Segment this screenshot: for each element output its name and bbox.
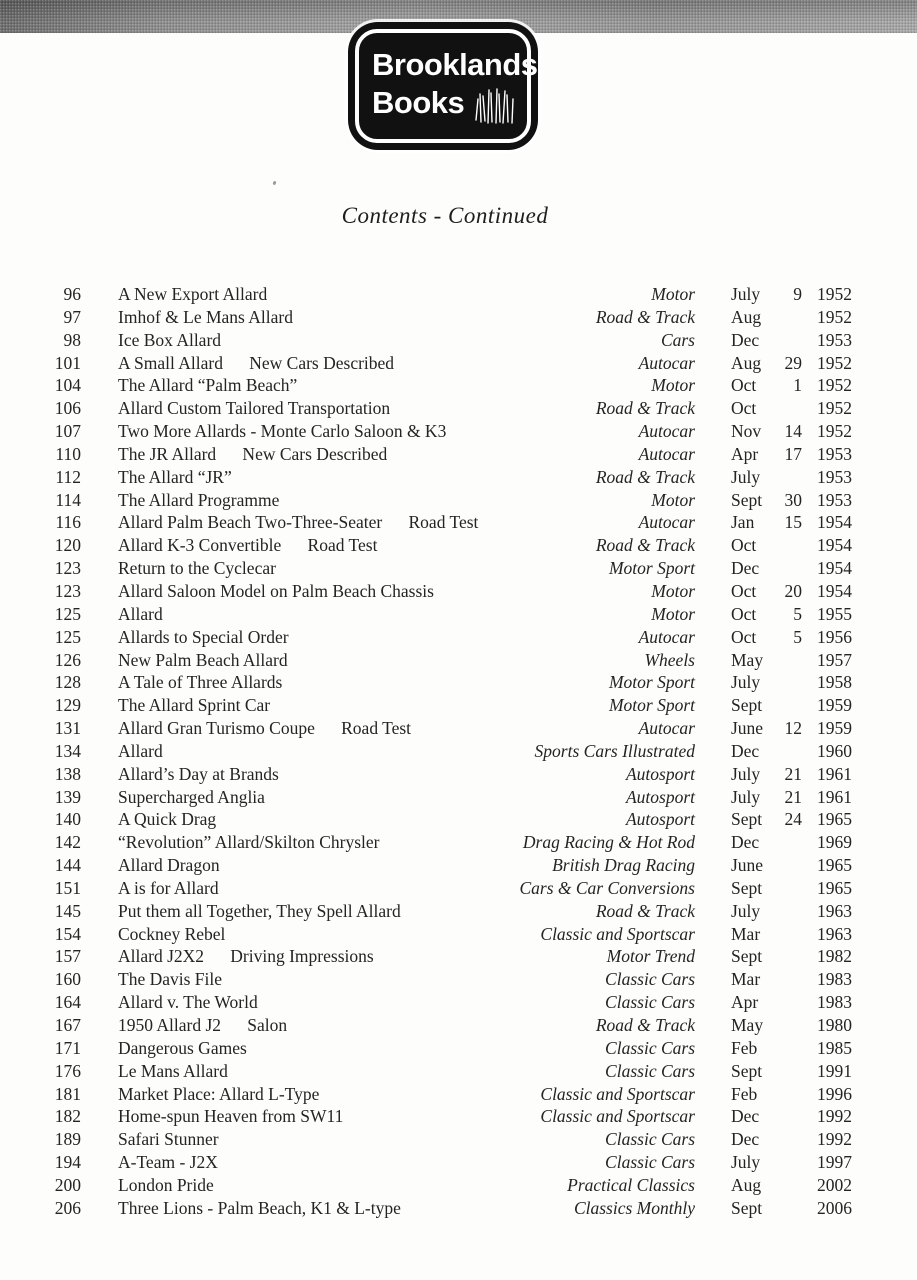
page-number: 138 — [54, 763, 81, 784]
source-magazine: Motor — [651, 284, 695, 304]
issue-day — [777, 329, 802, 352]
issue-day — [777, 671, 802, 694]
issue-year: 1963 — [817, 900, 852, 921]
issue-day: 21 — [784, 786, 802, 807]
books-stack-icon — [473, 86, 517, 126]
article-title: Allard Custom Tailored Transportation — [118, 398, 391, 419]
page-number: 154 — [54, 923, 81, 944]
issue-year: 1959 — [817, 695, 852, 716]
article-title: Dangerous Games — [118, 1037, 247, 1058]
issue-month: June — [731, 855, 764, 876]
issue-year: 1961 — [817, 763, 852, 784]
source-magazine: Motor — [651, 489, 695, 510]
issue-day: 17 — [784, 443, 802, 464]
page-number: 125 — [54, 626, 81, 647]
article-title: The Allard “Palm Beach” — [118, 375, 298, 396]
issue-month: Oct — [731, 398, 757, 419]
issue-day — [777, 694, 802, 717]
source-magazine: Autocar — [638, 443, 695, 464]
table-row — [52, 489, 852, 512]
article-title: Ice Box Allard — [118, 329, 222, 350]
article-title: Safari Stunner — [118, 1129, 219, 1150]
page-number: 125 — [54, 603, 81, 624]
source-magazine: Classic Cars — [605, 1129, 695, 1150]
issue-month: July — [731, 284, 761, 304]
article-title: Imhof & Le Mans Allard — [118, 306, 293, 327]
page-number: 107 — [54, 421, 81, 442]
page-number: 142 — [54, 832, 81, 853]
article-title: Allards to Special Order — [118, 626, 289, 647]
source-magazine: Autocar — [638, 421, 695, 442]
issue-day — [777, 306, 802, 329]
issue-day — [777, 1151, 802, 1174]
issue-month: Dec — [731, 1106, 760, 1127]
article-title: Allard Saloon Model on Palm Beach Chassis — [118, 580, 434, 601]
issue-month: Feb — [731, 1037, 758, 1058]
source-magazine: Road & Track — [595, 466, 695, 487]
issue-year: 1952 — [817, 284, 852, 304]
source-magazine: Autosport — [625, 786, 695, 807]
article-title: Return to the Cyclecar — [118, 558, 276, 579]
article-title: A Small Allard New Cars Described — [118, 352, 395, 373]
source-magazine: Motor Trend — [606, 946, 695, 967]
page-number: 134 — [54, 740, 81, 761]
issue-day — [777, 1128, 802, 1151]
table-row — [52, 1083, 852, 1106]
source-magazine: Cars & Car Conversions — [519, 877, 695, 898]
source-magazine: Motor — [651, 603, 695, 624]
table-row — [52, 831, 852, 854]
source-magazine: Classic and Sportscar — [540, 1083, 695, 1104]
table-row — [52, 991, 852, 1014]
table-row — [52, 763, 852, 786]
issue-day — [777, 1174, 802, 1197]
source-magazine: Road & Track — [595, 1015, 695, 1035]
issue-month: Nov — [731, 421, 762, 442]
article-title: Cockney Rebel — [118, 923, 226, 944]
issue-day — [777, 877, 802, 900]
page-number: 140 — [54, 809, 81, 830]
issue-day: 5 — [793, 603, 802, 624]
table-row — [52, 1014, 852, 1037]
page-title: Contents - Continued — [341, 203, 549, 228]
issue-month: July — [731, 786, 761, 807]
table-row — [52, 603, 852, 626]
table-row — [52, 923, 852, 946]
issue-year: 1953 — [817, 489, 852, 510]
issue-year: 1997 — [817, 1152, 852, 1173]
issue-month: Dec — [731, 329, 760, 350]
issue-day — [777, 1197, 802, 1220]
issue-day — [777, 1014, 802, 1037]
issue-month: July — [731, 763, 761, 784]
issue-year: 1969 — [817, 832, 852, 853]
article-title: Allard’s Day at Brands — [118, 763, 279, 784]
issue-month: Aug — [731, 1174, 762, 1195]
table-row — [52, 854, 852, 877]
table-row — [52, 968, 852, 991]
article-title: The Allard “JR” — [118, 466, 232, 487]
issue-day — [777, 1105, 802, 1128]
table-row — [52, 808, 852, 831]
issue-year: 1953 — [817, 443, 852, 464]
table-row — [52, 466, 852, 489]
issue-day: 15 — [784, 512, 802, 533]
issue-day: 24 — [784, 809, 802, 830]
issue-month: Oct — [731, 603, 757, 624]
issue-month: Apr — [731, 992, 759, 1013]
issue-month: Aug — [731, 306, 762, 327]
page-number: 128 — [54, 672, 81, 693]
issue-year: 1959 — [817, 718, 852, 739]
source-magazine: Road & Track — [595, 900, 695, 921]
source-magazine: Drag Racing & Hot Rod — [522, 832, 695, 853]
source-magazine: Classic Cars — [605, 1152, 695, 1173]
page-number: 171 — [54, 1037, 81, 1058]
article-title: Allard J2X2 Driving Impressions — [118, 946, 374, 967]
issue-month: Apr — [731, 443, 759, 464]
page-number: 116 — [55, 512, 81, 533]
page-number: 97 — [63, 306, 81, 327]
article-title: Allard v. The World — [118, 992, 258, 1013]
issue-month: Mar — [731, 969, 761, 990]
issue-year: 1983 — [817, 992, 852, 1013]
source-magazine: Autocar — [638, 718, 695, 739]
logo-text-brooklands: Brooklands — [372, 47, 538, 82]
source-magazine: Road & Track — [595, 306, 695, 327]
table-row — [52, 877, 852, 900]
article-title: The Allard Programme — [118, 489, 280, 510]
source-magazine: Road & Track — [595, 535, 695, 556]
issue-year: 2002 — [817, 1174, 852, 1195]
article-title: Le Mans Allard — [118, 1060, 228, 1081]
page-number: 139 — [54, 786, 81, 807]
page-number: 164 — [54, 992, 81, 1013]
table-row — [52, 786, 852, 809]
issue-month: July — [731, 466, 761, 487]
issue-year: 1953 — [817, 466, 852, 487]
page-number: 106 — [54, 398, 81, 419]
page-number: 123 — [54, 580, 81, 601]
source-magazine: Sports Cars Illustrated — [534, 740, 695, 761]
table-row — [52, 1197, 852, 1220]
page-number: 194 — [54, 1152, 81, 1173]
article-title: Market Place: Allard L-Type — [118, 1083, 320, 1104]
table-row — [52, 420, 852, 443]
article-title: 1950 Allard J2 Salon — [118, 1015, 288, 1035]
article-title: A-Team - J2X — [118, 1152, 218, 1173]
article-title: A is for Allard — [118, 877, 219, 898]
issue-day — [777, 854, 802, 877]
issue-month: May — [731, 1015, 764, 1035]
table-row — [52, 306, 852, 329]
page-number: 110 — [55, 443, 81, 464]
issue-day — [777, 397, 802, 420]
issue-day: 5 — [793, 626, 802, 647]
page-number: 151 — [54, 877, 81, 898]
issue-year: 1991 — [817, 1060, 852, 1081]
issue-day — [777, 831, 802, 854]
page-number: 189 — [54, 1129, 81, 1150]
issue-year: 1985 — [817, 1037, 852, 1058]
source-magazine: Motor — [651, 580, 695, 601]
article-title: The Davis File — [118, 969, 223, 990]
issue-month: Dec — [731, 558, 760, 579]
article-title: Supercharged Anglia — [118, 786, 265, 807]
issue-year: 1952 — [817, 352, 852, 373]
issue-month: Dec — [731, 740, 760, 761]
issue-year: 1980 — [817, 1015, 852, 1035]
page-number: 101 — [54, 352, 81, 373]
article-title: Allard — [118, 603, 163, 624]
brooklands-books-logo — [348, 22, 538, 150]
page-number: 120 — [54, 535, 81, 556]
source-magazine: Road & Track — [595, 398, 695, 419]
issue-year: 1954 — [817, 512, 852, 533]
issue-year: 1952 — [817, 398, 852, 419]
issue-year: 1954 — [817, 535, 852, 556]
issue-year: 1952 — [817, 421, 852, 442]
table-row — [52, 671, 852, 694]
issue-year: 1992 — [817, 1129, 852, 1150]
page-number: 157 — [54, 946, 81, 967]
issue-month: Dec — [731, 832, 760, 853]
page-number: 200 — [54, 1174, 81, 1195]
issue-month: Dec — [731, 1129, 760, 1150]
source-magazine: Classic and Sportscar — [540, 923, 695, 944]
table-row — [52, 1037, 852, 1060]
source-magazine: Practical Classics — [567, 1174, 695, 1195]
article-title: Allard Dragon — [118, 855, 220, 876]
issue-month: Sept — [731, 695, 763, 716]
issue-year: 1953 — [817, 329, 852, 350]
issue-year: 1954 — [817, 580, 852, 601]
issue-day: 1 — [793, 375, 802, 396]
issue-year: 1992 — [817, 1106, 852, 1127]
issue-day: 29 — [784, 352, 802, 373]
source-magazine: Classic Cars — [605, 1037, 695, 1058]
page-number: 181 — [54, 1083, 81, 1104]
article-title: A Tale of Three Allards — [118, 672, 283, 693]
page-number: 160 — [54, 969, 81, 990]
issue-month: Oct — [731, 580, 757, 601]
issue-month: Sept — [731, 489, 763, 510]
issue-month: Sept — [731, 1060, 763, 1081]
page-number: 182 — [54, 1106, 81, 1127]
issue-year: 1954 — [817, 558, 852, 579]
source-magazine: Wheels — [644, 649, 695, 670]
source-magazine: Motor — [651, 375, 695, 396]
issue-day — [777, 923, 802, 946]
article-title: Put them all Together, They Spell Allard — [118, 900, 401, 921]
issue-day — [777, 968, 802, 991]
issue-month: Jan — [731, 512, 755, 533]
page-number: 98 — [63, 329, 81, 350]
issue-month: May — [731, 649, 764, 670]
source-magazine: Autosport — [625, 809, 695, 830]
issue-day — [777, 649, 802, 672]
contents-table — [52, 283, 852, 1220]
page-number: 144 — [54, 855, 81, 876]
article-title: New Palm Beach Allard — [118, 649, 288, 670]
article-title: Allard Gran Turismo Coupe Road Test — [118, 718, 412, 739]
issue-month: Feb — [731, 1083, 758, 1104]
page-number: 206 — [54, 1197, 81, 1218]
page-number: 104 — [54, 375, 81, 396]
source-magazine: Autocar — [638, 626, 695, 647]
issue-day: 12 — [784, 718, 802, 739]
issue-month: Sept — [731, 946, 763, 967]
issue-day — [777, 1037, 802, 1060]
issue-day — [777, 991, 802, 1014]
page-number: 129 — [54, 695, 81, 716]
issue-year: 1963 — [817, 923, 852, 944]
issue-day — [777, 945, 802, 968]
article-title: Two More Allards - Monte Carlo Saloon & K3 — [118, 421, 447, 442]
article-title: Allard — [118, 740, 163, 761]
issue-month: Oct — [731, 535, 757, 556]
issue-day — [777, 557, 802, 580]
page-number: 167 — [54, 1015, 81, 1035]
source-magazine: Motor Sport — [608, 672, 695, 693]
article-title: The Allard Sprint Car — [118, 695, 271, 716]
table-row — [52, 694, 852, 717]
issue-year: 1960 — [817, 740, 852, 761]
table-row — [52, 717, 852, 740]
table-row — [52, 649, 852, 672]
table-row — [52, 1060, 852, 1083]
table-row — [52, 329, 852, 352]
issue-month: Sept — [731, 1197, 763, 1218]
source-magazine: Classic Cars — [605, 1060, 695, 1081]
issue-month: July — [731, 672, 761, 693]
issue-year: 1965 — [817, 877, 852, 898]
issue-year: 1965 — [817, 809, 852, 830]
table-row — [52, 1174, 852, 1197]
table-row — [52, 511, 852, 534]
issue-month: Oct — [731, 375, 757, 396]
scan-speck — [272, 181, 276, 186]
table-row — [52, 534, 852, 557]
issue-month: Mar — [731, 923, 761, 944]
issue-year: 1952 — [817, 306, 852, 327]
issue-year: 1961 — [817, 786, 852, 807]
page-number: 126 — [54, 649, 81, 670]
issue-month: Aug — [731, 352, 762, 373]
issue-year: 1982 — [817, 946, 852, 967]
issue-day — [777, 1060, 802, 1083]
source-magazine: Classic and Sportscar — [540, 1106, 695, 1127]
page-number: 112 — [55, 466, 81, 487]
source-magazine: Motor Sport — [608, 695, 695, 716]
article-title: London Pride — [118, 1174, 214, 1195]
page-number: 145 — [54, 900, 81, 921]
source-magazine: Motor Sport — [608, 558, 695, 579]
article-title: Allard K-3 Convertible Road Test — [118, 535, 378, 556]
table-row — [52, 374, 852, 397]
table-row — [52, 352, 852, 375]
table-row — [52, 945, 852, 968]
article-title: Allard Palm Beach Two-Three-Seater Road Test — [118, 512, 479, 533]
logo-text — [372, 46, 538, 122]
page-number: 176 — [54, 1060, 81, 1081]
issue-day: 21 — [784, 763, 802, 784]
issue-day: 30 — [784, 489, 802, 510]
source-magazine: Classics Monthly — [573, 1197, 695, 1218]
issue-day: 9 — [793, 284, 802, 304]
issue-day — [777, 466, 802, 489]
table-row — [52, 1128, 852, 1151]
article-title: A Quick Drag — [118, 809, 217, 830]
table-row — [52, 443, 852, 466]
issue-month: June — [731, 718, 764, 739]
source-magazine: Classic Cars — [605, 969, 695, 990]
table-row — [52, 557, 852, 580]
source-magazine: Autocar — [638, 512, 695, 533]
table-row — [52, 626, 852, 649]
table-row — [52, 283, 852, 306]
article-title: The JR Allard New Cars Described — [118, 443, 388, 464]
table-row — [52, 740, 852, 763]
table-row — [52, 580, 852, 603]
source-magazine: Classic Cars — [605, 992, 695, 1013]
page-number: 114 — [55, 489, 81, 510]
issue-day — [777, 900, 802, 923]
issue-month: Sept — [731, 877, 763, 898]
table-row — [52, 1105, 852, 1128]
issue-month: July — [731, 1152, 761, 1173]
issue-year: 1957 — [817, 649, 852, 670]
issue-month: Sept — [731, 809, 763, 830]
article-title: “Revolution” Allard/Skilton Chrysler — [118, 832, 380, 853]
page-number: 96 — [63, 284, 81, 304]
page-number: 131 — [54, 718, 81, 739]
issue-year: 1952 — [817, 375, 852, 396]
issue-month: July — [731, 900, 761, 921]
issue-day — [777, 534, 802, 557]
article-title: A New Export Allard — [118, 284, 268, 304]
source-magazine: British Drag Racing — [552, 855, 695, 876]
table-row — [52, 397, 852, 420]
issue-year: 1955 — [817, 603, 852, 624]
source-magazine: Autosport — [625, 763, 695, 784]
article-title: Three Lions - Palm Beach, K1 & L-type — [118, 1197, 401, 1218]
issue-year: 2006 — [817, 1197, 852, 1218]
issue-day — [777, 1083, 802, 1106]
issue-day: 20 — [784, 580, 802, 601]
issue-year: 1965 — [817, 855, 852, 876]
issue-year: 1956 — [817, 626, 852, 647]
issue-month: Oct — [731, 626, 757, 647]
page-number: 123 — [54, 558, 81, 579]
issue-year: 1958 — [817, 672, 852, 693]
issue-day — [777, 740, 802, 763]
table-row — [52, 1151, 852, 1174]
issue-day: 14 — [784, 421, 802, 442]
issue-year: 1996 — [817, 1083, 852, 1104]
source-magazine: Cars — [660, 329, 695, 350]
table-row — [52, 900, 852, 923]
logo-text-books: Books — [372, 85, 465, 120]
source-magazine: Autocar — [638, 352, 695, 373]
article-title: Home-spun Heaven from SW11 — [118, 1106, 344, 1127]
issue-year: 1983 — [817, 969, 852, 990]
